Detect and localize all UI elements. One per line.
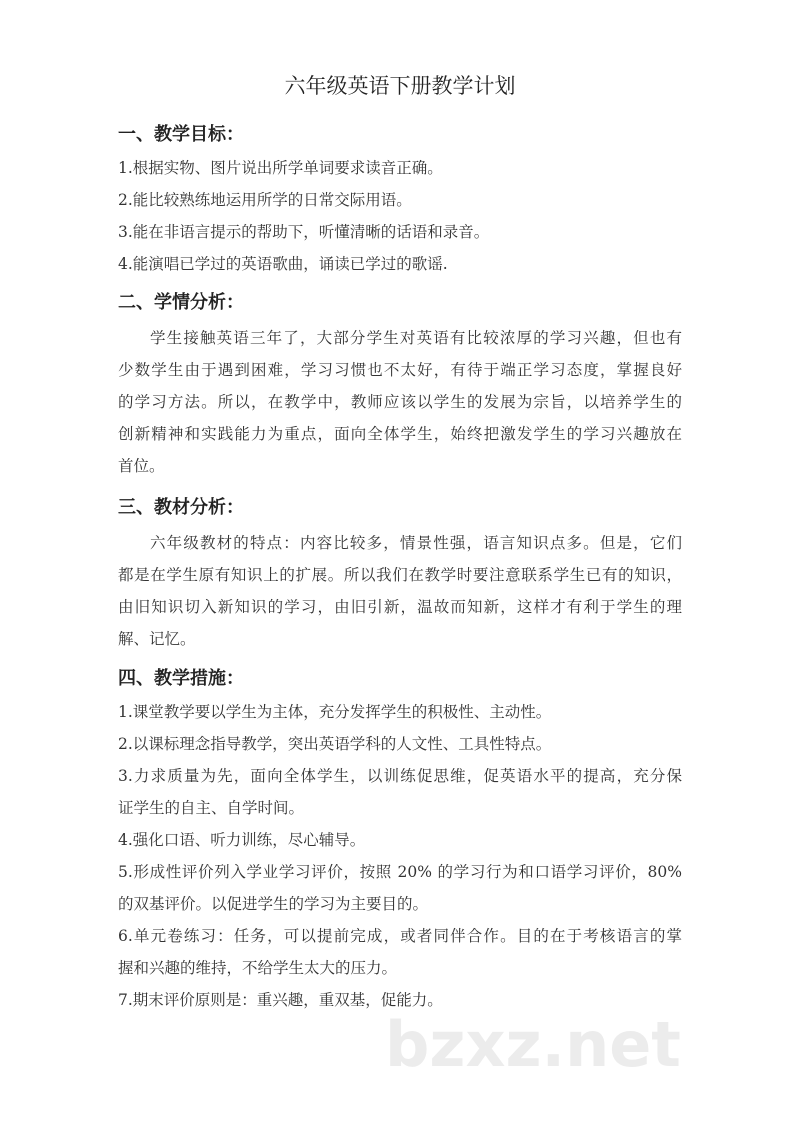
text-line: 创新精神和实践能力为重点，面向全体学生，始终把激发学生的学习兴趣放在: [118, 425, 682, 443]
text-line: 都是在学生原有知识上的扩展。所以我们在教学时要注意联系学生已有的知识，: [118, 566, 682, 584]
document-title: 六年级英语下册教学计划: [284, 74, 516, 98]
text-line: 7.期末评价原则是：重兴趣，重双基，促能力。: [118, 991, 443, 1009]
text-line: 5.形成性评价列入学业学习评价，按照 20% 的学习行为和口语学习评价，80%: [118, 863, 682, 881]
text-line: 证学生的自主、自学时间。: [118, 799, 305, 817]
text-line: 少数学生由于遇到困难，学习习惯也不太好，有待于端正学习态度，掌握良好: [118, 361, 682, 379]
text-line: 的双基评价。以促进学生的学习为主要目的。: [118, 895, 429, 913]
text-line: 3.能在非语言提示的帮助下，听懂清晰的话语和录音。: [118, 223, 490, 241]
text-line: 六年级教材的特点：内容比较多，情景性强，语言知识点多。但是，它们: [150, 534, 682, 552]
text-line: 首位。: [118, 457, 165, 475]
text-line: 1.根据实物、图片说出所学单词要求读音正确。: [118, 159, 443, 177]
text-line: 4.强化口语、听力训练，尽心辅导。: [118, 831, 366, 849]
text-line: 6.单元卷练习：任务，可以提前完成，或者同伴合作。目的在于考核语言的掌: [118, 927, 682, 945]
text-line: 2.能比较熟练地运用所学的日常交际用语。: [118, 191, 412, 209]
watermark: bzxz.net: [385, 1008, 681, 1081]
text-line: 握和兴趣的维持，不给学生太大的压力。: [118, 959, 398, 977]
section-heading: 一、教学目标：: [118, 124, 244, 145]
text-line: 2.以课标理念指导教学，突出英语学科的人文性、工具性特点。: [118, 735, 552, 753]
text-line: 3.力求质量为先，面向全体学生，以训练促思维，促英语水平的提高，充分保: [118, 767, 682, 785]
text-line: 由旧知识切入新知识的学习，由旧引新，温故而知新，这样才有利于学生的理: [118, 598, 682, 616]
section-heading: 三、教材分析：: [118, 497, 244, 518]
section-heading: 四、教学措施：: [118, 668, 244, 689]
section-heading: 二、学情分析：: [118, 292, 244, 313]
text-line: 的学习方法。所以，在教学中，教师应该以学生的发展为宗旨，以培养学生的: [118, 393, 682, 411]
text-line: 学生接触英语三年了，大部分学生对英语有比较浓厚的学习兴趣，但也有: [150, 329, 682, 347]
text-line: 4.能演唱已学过的英语歌曲，诵读已学过的歌谣.: [118, 255, 448, 273]
text-line: 1.课堂教学要以学生为主体，充分发挥学生的积极性、主动性。: [118, 703, 552, 721]
text-line: 解、记忆。: [118, 630, 196, 648]
